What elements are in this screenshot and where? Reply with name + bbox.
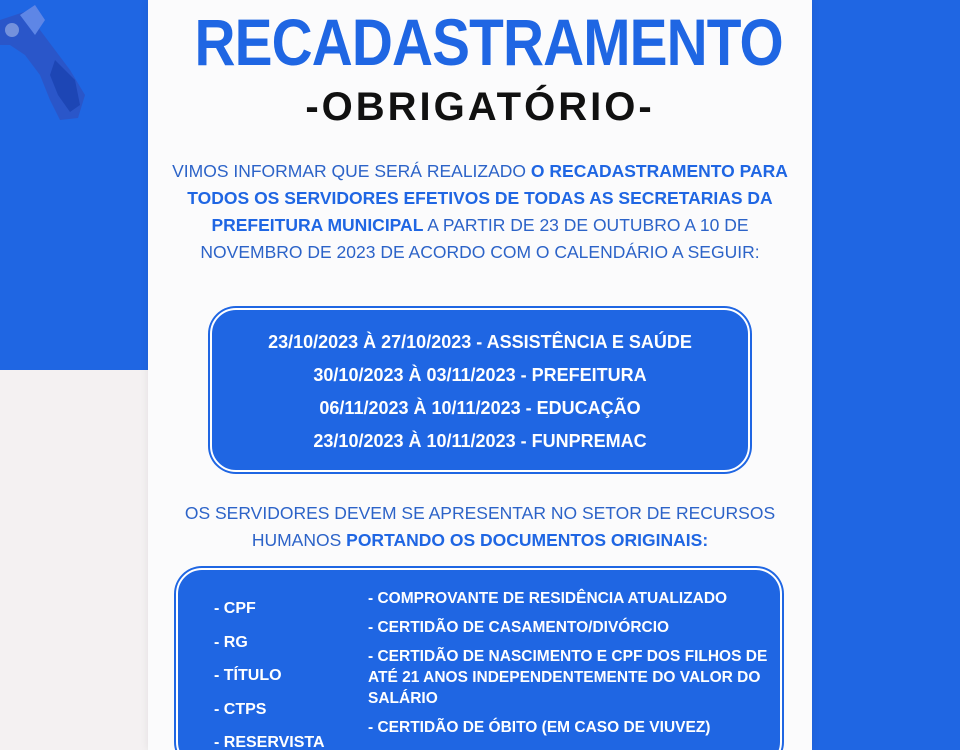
document-item: - RG (214, 633, 248, 651)
intro-bold-text: O RECADASTRAMENTO PARA TODOS OS SERVIDORES EFETIVOS DE TODAS AS SECRETARIAS DA PREFEITURA MUNICIPAL (187, 161, 788, 235)
documents-right-list (368, 588, 768, 746)
lanyard-clip-icon (0, 0, 95, 125)
present-paragraph (168, 500, 792, 554)
page-subtitle: -OBRIGATÓRIO- (305, 85, 655, 129)
intro-paragraph (168, 158, 792, 266)
document-item: - CERTIDÃO DE NASCIMENTO E CPF DOS FILHOS DE ATÉ 21 ANOS INDEPENDENTEMENTE DO VALOR DO SALÁRIO (368, 648, 768, 707)
schedule-row: 23/10/2023 À 27/10/2023 - ASSISTÊNCIA E SAÚDE (268, 332, 692, 352)
document-item: - CERTIDÃO DE CASAMENTO/DIVÓRCIO (368, 619, 670, 636)
schedule-row: 30/10/2023 À 03/11/2023 - PREFEITURA (313, 365, 647, 385)
documents-box (176, 568, 782, 750)
document-item: - COMPROVANTE DE RESIDÊNCIA ATUALIZADO (368, 590, 728, 607)
present-bold-text: PORTANDO OS DOCUMENTOS ORIGINAIS: (346, 530, 709, 550)
schedule-row: 23/10/2023 À 10/11/2023 - FUNPREMAC (313, 431, 647, 451)
document-item: - CTPS (214, 700, 267, 718)
notice-paper (148, 0, 812, 750)
background-light-left (0, 370, 150, 750)
schedule-box (210, 308, 750, 472)
document-item: - RESERVISTA (214, 734, 325, 750)
document-item: - CPF (214, 600, 256, 617)
page-title: RECADASTRAMENTO (194, 5, 783, 79)
documents-left-list (214, 592, 364, 750)
intro-text-end: A PARTIR DE 23 DE OUTUBRO A 10 DE NOVEMBRO DE 2023 DE ACORDO COM O CALENDÁRIO A SEGUIR: (200, 215, 760, 262)
document-item: - CERTIDÃO DE ÓBITO (EM CASO DE VIUVEZ) (368, 719, 711, 736)
document-item: - TÍTULO (214, 667, 282, 684)
present-text: OS SERVIDORES DEVEM SE APRESENTAR NO SETOR DE RECURSOS HUMANOS (184, 503, 776, 550)
schedule-row: 06/11/2023 À 10/11/2023 - EDUCAÇÃO (319, 398, 641, 418)
background-blue-right (810, 370, 960, 750)
intro-text: VIMOS INFORMAR QUE SERÁ REALIZADO (172, 161, 531, 181)
